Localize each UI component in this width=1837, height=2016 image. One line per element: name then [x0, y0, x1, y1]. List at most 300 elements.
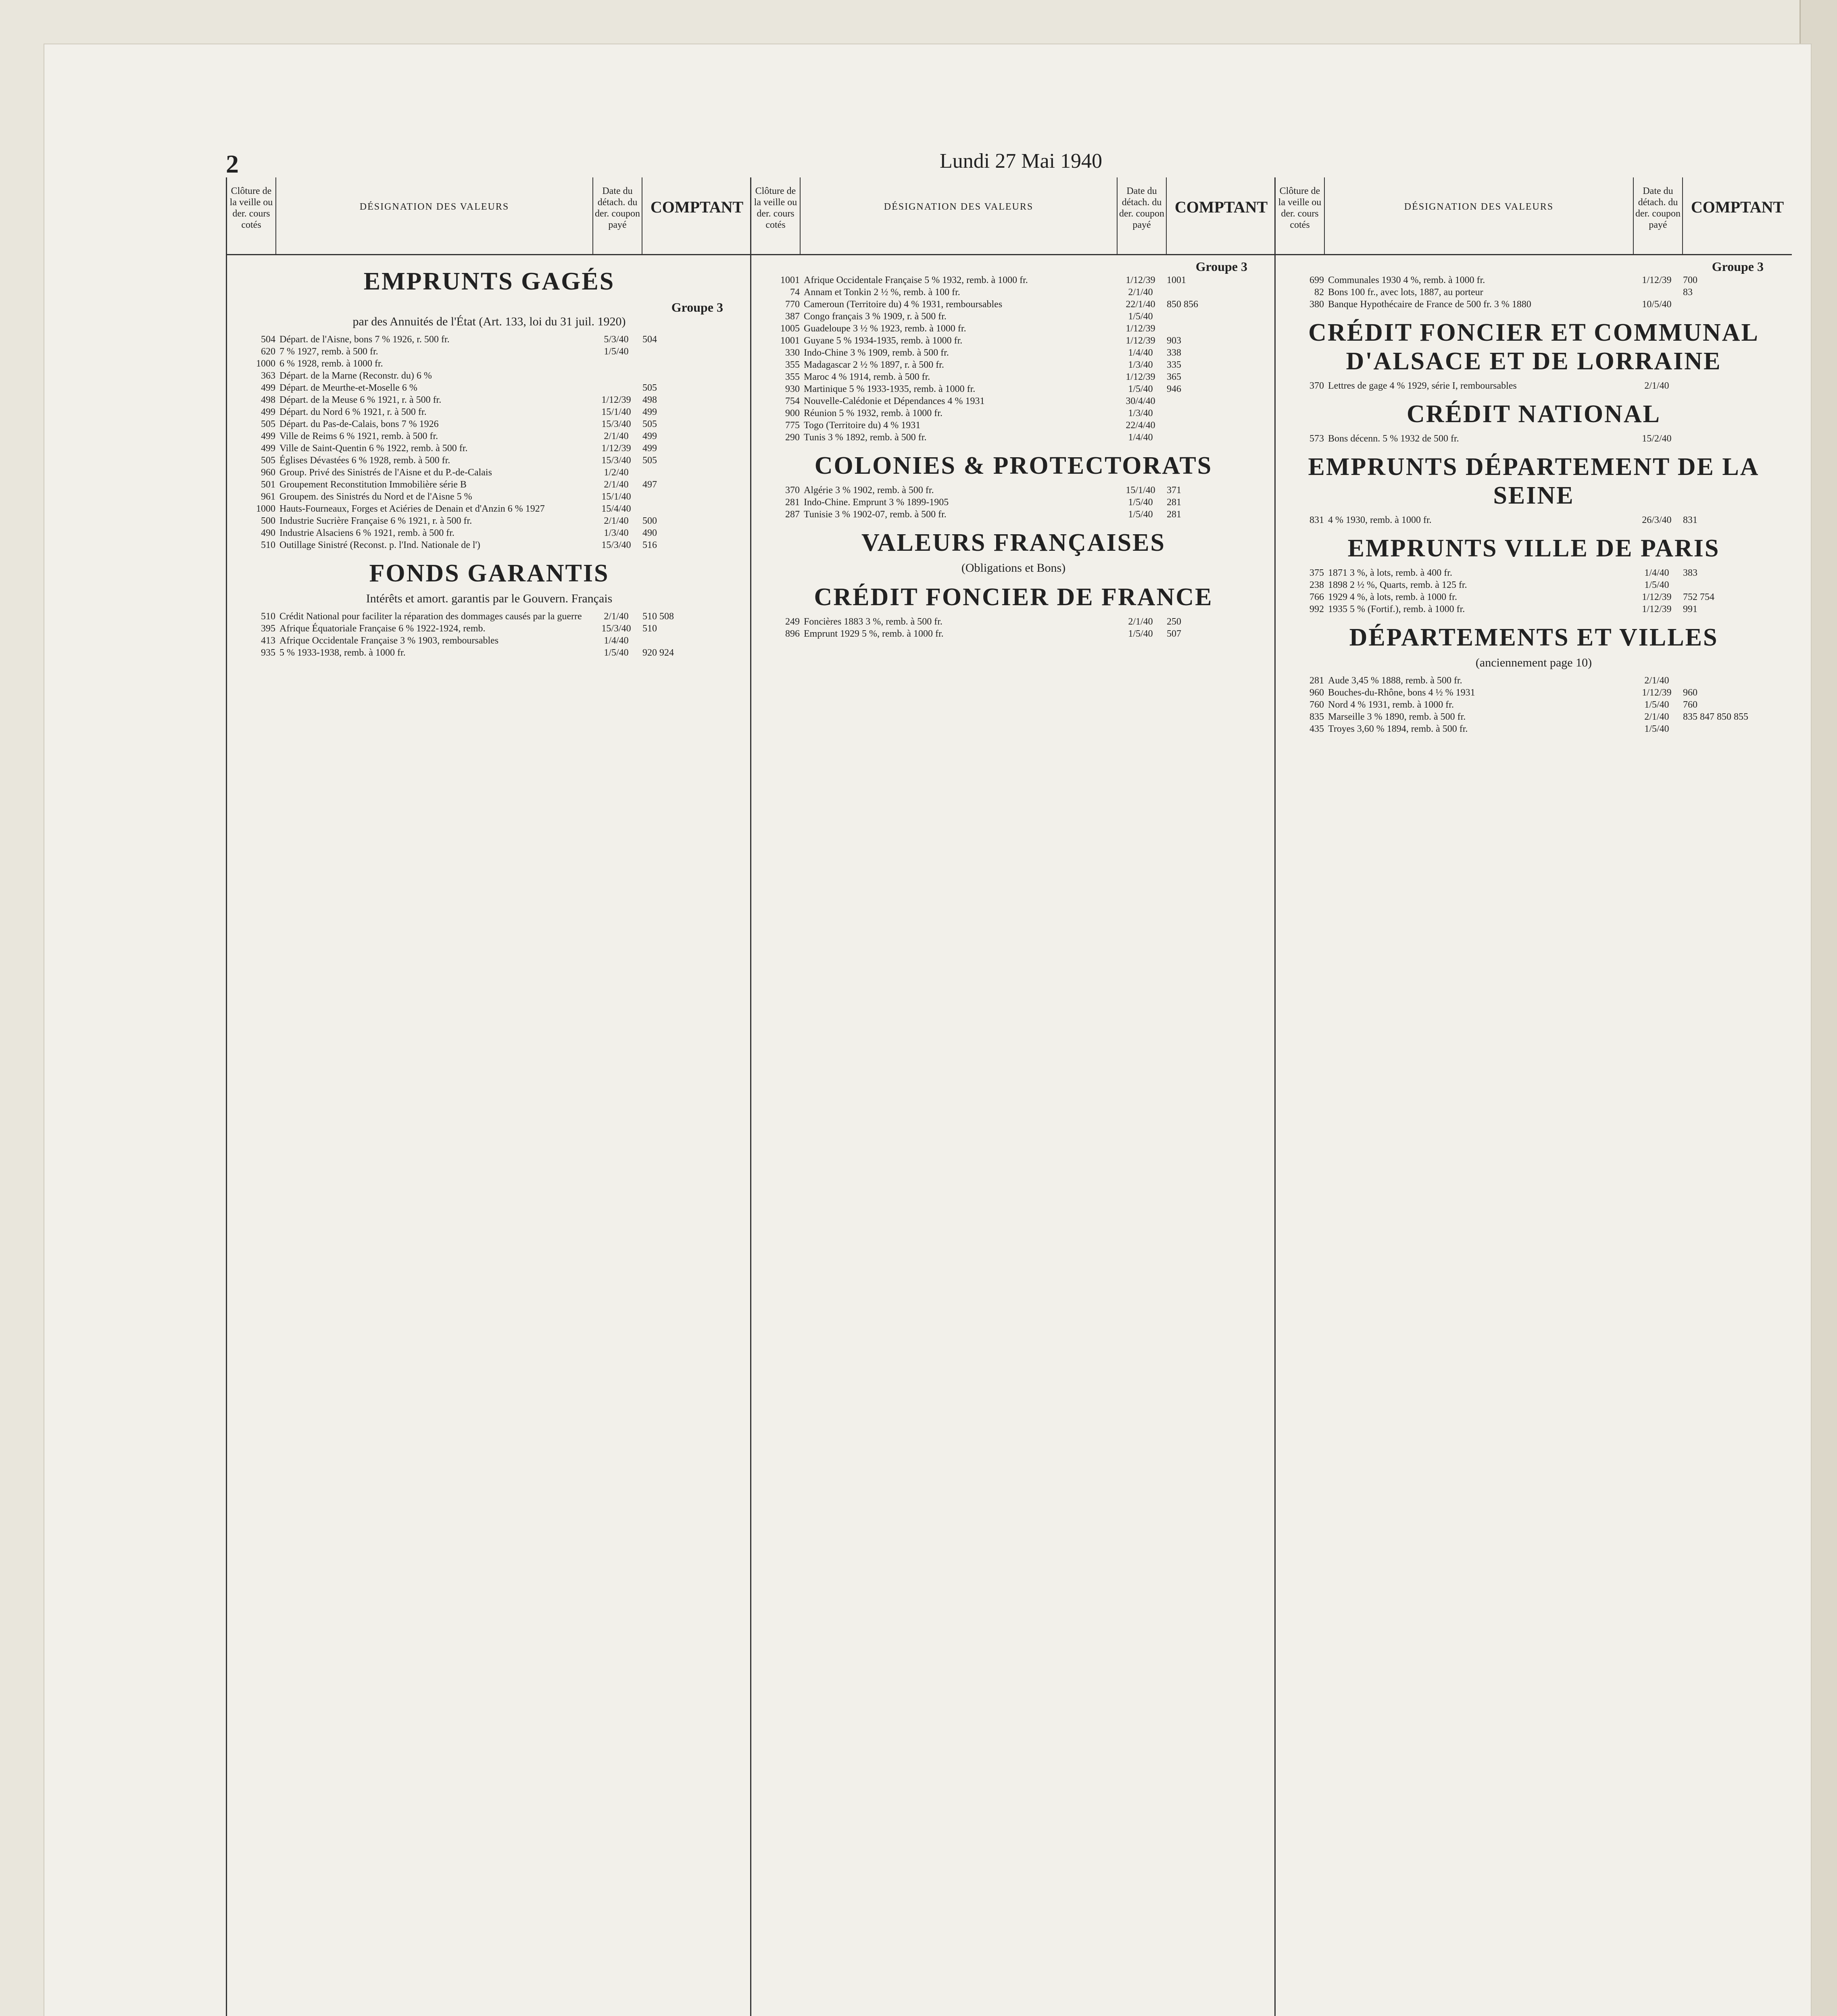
cell-cloture: 380 [1309, 299, 1324, 310]
cell-cloture: 770 [785, 299, 800, 310]
section-subtitle: par des Annuités de l'État (Art. 133, loi du 31 juil. 1920) [352, 315, 626, 328]
cell-coupon: 1/12/39 [1126, 372, 1155, 382]
cell-designation: Bons décenn. 5 % 1932 de 500 fr. [1328, 433, 1459, 444]
cell-cloture: 370 [1309, 381, 1324, 391]
table-row [755, 371, 1272, 383]
table-row [755, 274, 1272, 286]
cell-coupon: 1/12/39 [1126, 275, 1155, 285]
cell-designation: Départ. de l'Aisne, bons 7 % 1926, r. 500 fr. [279, 334, 450, 345]
cell-coupon: 1/5/40 [1644, 580, 1669, 590]
header-cloture: Clôture de la veille ou der. cours cotés [227, 177, 276, 254]
cell-designation: Bons 100 fr., avec lots, 1887, au porteur [1328, 287, 1483, 298]
header-comptant: COMPTANT [650, 198, 744, 216]
rows-block [755, 616, 1272, 640]
cell-designation: Tunis 3 % 1892, remb. à 500 fr. [804, 432, 927, 443]
cell-price: 510 [642, 623, 657, 634]
cell-price: 835 847 850 855 [1683, 712, 1748, 722]
table-row [1280, 274, 1788, 286]
cell-coupon: 1/5/40 [604, 346, 629, 357]
cell-designation: Togo (Territoire du) 4 % 1931 [804, 420, 921, 431]
cell-price [638, 346, 747, 358]
cell-price: 499 [642, 443, 657, 454]
cell-coupon: 22/4/40 [1126, 420, 1155, 431]
cell-cloture: 504 [261, 334, 275, 345]
cell-price: 510 508 [642, 611, 674, 622]
table-row [1280, 433, 1788, 445]
cell-price: 281 [1167, 497, 1181, 508]
table-row [1280, 687, 1788, 699]
cell-coupon: 2/1/40 [1644, 712, 1669, 722]
table-row [231, 346, 747, 358]
cell-price: 760 [1683, 700, 1697, 710]
cell-cloture: 992 [1309, 604, 1324, 614]
cell-coupon: 1/12/39 [1642, 687, 1672, 698]
cell-coupon: 10/5/40 [1642, 299, 1672, 310]
cell-price: 505 [642, 455, 657, 466]
cell-designation: Indo-Chine. Emprunt 3 % 1899-1905 [804, 497, 949, 508]
column-2-body [751, 255, 1276, 640]
table-row [231, 467, 747, 479]
cell-designation: Cameroun (Territoire du) 4 % 1931, remboursables [804, 299, 1003, 310]
cell-cloture: 499 [261, 443, 275, 454]
cell-designation: 4 % 1930, remb. à 1000 fr. [1328, 515, 1432, 525]
table-row [1280, 579, 1788, 591]
table-row [755, 508, 1272, 521]
cell-cloture: 82 [1314, 287, 1324, 298]
table-row [755, 323, 1272, 335]
cell-coupon: 15/2/40 [1642, 433, 1672, 444]
table-row [755, 395, 1272, 407]
cell-coupon: 1/12/39 [601, 395, 631, 405]
cell-cloture: 363 [261, 371, 275, 381]
cell-cloture: 835 [1309, 712, 1324, 722]
cell-price: 505 [642, 383, 657, 393]
cell-designation: Départ. de la Marne (Reconstr. du) 6 % [279, 371, 432, 381]
cell-coupon [594, 358, 638, 370]
cell-designation: 7 % 1927, remb. à 500 fr. [279, 346, 378, 357]
table-row [1280, 514, 1788, 526]
cell-price [638, 358, 747, 370]
cell-coupon: 1/4/40 [604, 635, 629, 646]
cell-coupon: 1/5/40 [1128, 509, 1153, 520]
cell-price [638, 635, 747, 647]
group-label: Groupe 3 [1712, 259, 1764, 274]
section-title: VALEURS FRANÇAISES [861, 529, 1166, 556]
cell-cloture: 499 [261, 431, 275, 442]
section-subtitle: Intérêts et amort. garantis par le Gouvern. Français [366, 592, 613, 605]
table-row [231, 647, 747, 659]
cell-designation: Guyane 5 % 1934-1935, remb. à 1000 fr. [804, 335, 963, 346]
cell-coupon: 2/1/40 [604, 611, 629, 622]
cell-price [1163, 310, 1272, 323]
table-row [755, 431, 1272, 444]
cell-coupon: 26/3/40 [1642, 515, 1672, 525]
cell-price: 903 [1167, 335, 1181, 346]
cell-price [1163, 323, 1272, 335]
table-row [755, 484, 1272, 496]
cell-cloture: 573 [1309, 433, 1324, 444]
cell-price: 991 [1683, 604, 1697, 614]
cell-cloture: 620 [261, 346, 275, 357]
cell-designation: Hauts-Fourneaux, Forges et Aciéries de Denain et d'Anzin 6 % 1927 [279, 504, 545, 514]
section-title: EMPRUNTS GAGÉS [363, 268, 615, 295]
cell-coupon: 2/1/40 [604, 479, 629, 490]
table-row [231, 635, 747, 647]
cell-price: 850 856 [1167, 299, 1198, 310]
table-row [1280, 603, 1788, 615]
cell-price: 338 [1167, 348, 1181, 358]
cell-coupon: 15/3/40 [601, 419, 631, 429]
header-coupon: Date du détach. du der. coupon payé [1118, 177, 1167, 254]
cell-cloture: 500 [261, 516, 275, 526]
cell-cloture: 960 [1309, 687, 1324, 698]
cell-cloture: 490 [261, 528, 275, 538]
cell-designation: Industrie Alsaciens 6 % 1921, remb. à 500 fr. [279, 528, 455, 538]
rows-block [755, 484, 1272, 521]
table-row [231, 370, 747, 382]
cell-cloture: 375 [1309, 568, 1324, 578]
cell-price: 500 [642, 516, 657, 526]
cell-designation: Départ. du Pas-de-Calais, bons 7 % 1926 [279, 419, 439, 429]
cell-cloture: 501 [261, 479, 275, 490]
table-row [755, 310, 1272, 323]
cell-designation: Réunion 5 % 1932, remb. à 1000 fr. [804, 408, 942, 419]
cell-designation: Industrie Sucrière Française 6 % 1921, r. à 500 fr. [279, 516, 472, 526]
cell-designation: Afrique Occidentale Française 3 % 1903, remboursables [279, 635, 499, 646]
cell-price [1163, 407, 1272, 419]
table-row [231, 333, 747, 346]
cell-price: 516 [642, 540, 657, 550]
table-row [231, 479, 747, 491]
cell-price: 920 924 [642, 648, 674, 658]
cell-price: 505 [642, 419, 657, 429]
cell-designation: Afrique Occidentale Française 5 % 1932, remb. à 1000 fr. [804, 275, 1028, 285]
cell-designation: Départ. de la Meuse 6 % 1921, r. à 500 fr. [279, 395, 442, 405]
section-title: EMPRUNTS VILLE DE PARIS [1347, 535, 1720, 562]
cell-cloture: 249 [785, 616, 800, 627]
cell-coupon: 15/1/40 [601, 407, 631, 417]
cell-cloture: 699 [1309, 275, 1324, 285]
cell-designation: 6 % 1928, remb. à 1000 fr. [279, 358, 383, 369]
table-row [231, 527, 747, 539]
cell-designation: Aude 3,45 % 1888, remb. à 500 fr. [1328, 675, 1462, 686]
cell-cloture: 290 [785, 432, 800, 443]
cell-cloture: 1001 [780, 335, 800, 346]
table-row [1280, 711, 1788, 723]
table-row [755, 628, 1272, 640]
cell-cloture: 499 [261, 407, 275, 417]
table-row [231, 442, 747, 454]
cell-designation: Groupement Reconstitution Immobilière série B [279, 479, 467, 490]
cell-price: 383 [1683, 568, 1697, 578]
section-title: DÉPARTEMENTS ET VILLES [1349, 624, 1718, 651]
section-subtitle: (Obligations et Bons) [961, 561, 1066, 575]
cell-coupon: 1/5/40 [1128, 384, 1153, 394]
cell-coupon: 22/1/40 [1126, 299, 1155, 310]
table-header [751, 177, 1276, 255]
cell-coupon: 2/1/40 [1644, 381, 1669, 391]
table-row [1280, 298, 1788, 310]
section-title: EMPRUNTS DÉPARTEMENT DE LA SEINE [1308, 453, 1760, 509]
cell-cloture: 1000 [256, 358, 275, 369]
rows-block [231, 610, 747, 659]
cell-coupon: 2/1/40 [1644, 675, 1669, 686]
table-row [755, 383, 1272, 395]
cell-designation: Annam et Tonkin 2 ½ %, remb. à 100 fr. [804, 287, 960, 298]
cell-price: 946 [1167, 384, 1181, 394]
cell-designation: Afrique Équatoriale Française 6 % 1922-1924, remb. [279, 623, 486, 634]
cell-designation: Madagascar 2 ½ % 1897, r. à 500 fr. [804, 360, 944, 370]
table-row [231, 491, 747, 503]
cell-price: 752 754 [1683, 592, 1714, 602]
table-row [755, 407, 1272, 419]
table-row [231, 358, 747, 370]
cell-coupon: 1/12/39 [1642, 604, 1672, 614]
cell-price [1163, 431, 1272, 444]
cell-price: 335 [1167, 360, 1181, 370]
section-subtitle: (anciennement page 10) [1475, 656, 1592, 669]
cell-designation: 5 % 1933-1938, remb. à 1000 fr. [279, 648, 406, 658]
cell-cloture: 238 [1309, 580, 1324, 590]
cell-coupon: 15/4/40 [601, 504, 631, 514]
table-row [1280, 699, 1788, 711]
header-cloture: Clôture de la veille ou der. cours cotés [751, 177, 801, 254]
cell-designation: Banque Hypothécaire de France de 500 fr. 3 % 1880 [1328, 299, 1531, 310]
page-date: Lundi 27 Mai 1940 [940, 150, 1102, 173]
cell-coupon: 1/4/40 [1128, 432, 1153, 443]
rows-block [1280, 567, 1788, 615]
cell-cloture: 330 [785, 348, 800, 358]
cell-cloture: 395 [261, 623, 275, 634]
cell-cloture: 775 [785, 420, 800, 431]
cell-cloture: 831 [1309, 515, 1324, 525]
cell-coupon [594, 370, 638, 382]
table-row [1280, 567, 1788, 579]
cell-designation: Églises Dévastées 6 % 1928, remb. à 500 fr. [279, 455, 450, 466]
cell-price: 960 [1683, 687, 1697, 698]
cell-coupon: 1/3/40 [1128, 408, 1153, 419]
table-row [1280, 380, 1788, 392]
cell-price [1679, 675, 1788, 687]
cell-price: 507 [1167, 629, 1181, 639]
cell-price [638, 491, 747, 503]
column-3 [1274, 177, 1792, 2016]
table-row [1280, 286, 1788, 298]
table-row [755, 298, 1272, 310]
cell-price: 83 [1683, 287, 1693, 298]
table-row [231, 454, 747, 467]
cell-price: 490 [642, 528, 657, 538]
cell-cloture: 960 [261, 467, 275, 478]
cell-coupon: 1/5/40 [1128, 629, 1153, 639]
cell-coupon [1635, 286, 1679, 298]
table-row [231, 515, 747, 527]
cell-coupon: 2/1/40 [1128, 287, 1153, 298]
cell-cloture: 896 [785, 629, 800, 639]
cell-cloture: 505 [261, 419, 275, 429]
cell-designation: 1935 5 % (Fortif.), remb. à 1000 fr. [1328, 604, 1465, 614]
cell-coupon: 1/5/40 [604, 648, 629, 658]
cell-designation: Bouches-du-Rhône, bons 4 ½ % 1931 [1328, 687, 1475, 698]
cell-coupon: 5/3/40 [604, 334, 629, 345]
cell-cloture: 355 [785, 360, 800, 370]
cell-designation: Ville de Reims 6 % 1921, remb. à 500 fr. [279, 431, 438, 442]
section-title: CRÉDIT NATIONAL [1406, 400, 1661, 428]
cell-designation: Groupem. des Sinistrés du Nord et de l'Aisne 5 % [279, 492, 472, 502]
cell-designation: Outillage Sinistré (Reconst. p. l'Ind. Nationale de l') [279, 540, 480, 550]
cell-cloture: 498 [261, 395, 275, 405]
cell-cloture: 510 [261, 540, 275, 550]
cell-coupon: 1/4/40 [1128, 348, 1153, 358]
cell-price: 1001 [1167, 275, 1186, 285]
cell-cloture: 760 [1309, 700, 1324, 710]
cell-designation: Group. Privé des Sinistrés de l'Aisne et du P.-de-Calais [279, 467, 492, 478]
cell-designation: Lettres de gage 4 % 1929, série I, remboursables [1328, 381, 1517, 391]
cell-cloture: 930 [785, 384, 800, 394]
cell-designation: Nouvelle-Calédonie et Dépendances 4 % 1931 [804, 396, 985, 406]
rows-block [1280, 274, 1788, 310]
cell-coupon: 1/2/40 [604, 467, 629, 478]
cell-designation: 1898 2 ½ %, Quarts, remb. à 125 fr. [1328, 580, 1467, 590]
cell-price: 250 [1167, 616, 1181, 627]
cell-designation: 1871 3 %, à lots, remb. à 400 fr. [1328, 568, 1452, 578]
cell-price [1163, 395, 1272, 407]
rows-block [755, 274, 1272, 444]
header-coupon: Date du détach. du der. coupon payé [593, 177, 642, 254]
cell-designation: Guadeloupe 3 ½ % 1923, remb. à 1000 fr. [804, 323, 966, 334]
cell-cloture: 1000 [256, 504, 275, 514]
table-header [227, 177, 751, 255]
cell-coupon: 1/12/39 [1126, 323, 1155, 334]
table-row [755, 616, 1272, 628]
cell-price [1679, 380, 1788, 392]
table-row [755, 359, 1272, 371]
cell-designation: Communales 1930 4 %, remb. à 1000 fr. [1328, 275, 1485, 285]
header-cloture: Clôture de la veille ou der. cours cotés [1276, 177, 1325, 254]
cell-price: 831 [1683, 515, 1697, 525]
cell-price [638, 503, 747, 515]
cell-coupon: 1/5/40 [1644, 700, 1669, 710]
section-title: CRÉDIT FONCIER DE FRANCE [814, 583, 1213, 611]
cell-coupon: 1/12/39 [1642, 592, 1672, 602]
table-header [1276, 177, 1792, 255]
cell-cloture: 510 [261, 611, 275, 622]
cell-price [1679, 723, 1788, 735]
cell-designation: Tunisie 3 % 1902-07, remb. à 500 fr. [804, 509, 947, 520]
table-row [231, 394, 747, 406]
page-number: 2 [226, 150, 239, 178]
table-row [1280, 591, 1788, 603]
group-label: Groupe 3 [671, 300, 723, 314]
table-row [231, 418, 747, 430]
cell-price: 281 [1167, 509, 1181, 520]
header-comptant: COMPTANT [1174, 198, 1268, 216]
cell-coupon: 15/1/40 [1126, 485, 1155, 496]
cell-cloture: 499 [261, 383, 275, 393]
cell-cloture: 505 [261, 455, 275, 466]
table-row [755, 496, 1272, 508]
column-1-body [227, 255, 751, 659]
cell-designation: Foncières 1883 3 %, remb. à 500 fr. [804, 616, 942, 627]
table-row [231, 623, 747, 635]
cell-cloture: 766 [1309, 592, 1324, 602]
cell-price: 499 [642, 431, 657, 442]
table-row [231, 610, 747, 623]
column-3-body [1276, 255, 1792, 735]
cell-designation: Ville de Saint-Quentin 6 % 1922, remb. à 500 fr. [279, 443, 468, 454]
cell-cloture: 287 [785, 509, 800, 520]
cell-cloture: 370 [785, 485, 800, 496]
cell-designation: Congo français 3 % 1909, r. à 500 fr. [804, 311, 947, 322]
cell-designation: 1929 4 %, à lots, remb. à 1000 fr. [1328, 592, 1457, 602]
cell-price [1163, 419, 1272, 431]
cell-designation: Marseille 3 % 1890, remb. à 500 fr. [1328, 712, 1466, 722]
cell-coupon: 1/12/39 [1126, 335, 1155, 346]
cell-coupon: 1/5/40 [1128, 497, 1153, 508]
cell-cloture: 435 [1309, 724, 1324, 734]
cell-price: 365 [1167, 372, 1181, 382]
cell-coupon: 1/3/40 [1128, 360, 1153, 370]
header-designation: DÉSIGNATION DES VALEURS [801, 177, 1118, 254]
section-title: FONDS GARANTIS [369, 560, 609, 587]
header-comptant: COMPTANT [1691, 198, 1784, 216]
table-row [231, 503, 747, 515]
cell-designation: Crédit National pour faciliter la réparation des dommages causés par la guerre [279, 611, 582, 622]
header-coupon: Date du détach. du der. coupon payé [1634, 177, 1683, 254]
cell-price [1679, 579, 1788, 591]
cell-designation: Maroc 4 % 1914, remb. à 500 fr. [804, 372, 930, 382]
cell-price: 504 [642, 334, 657, 345]
rows-block [1280, 380, 1788, 392]
cell-price: 497 [642, 479, 657, 490]
cell-cloture: 935 [261, 648, 275, 658]
cell-coupon: 1/5/40 [1644, 724, 1669, 734]
cell-coupon: 15/1/40 [601, 492, 631, 502]
cell-coupon: 2/1/40 [604, 516, 629, 526]
cell-price [638, 467, 747, 479]
table-row [755, 286, 1272, 298]
header-designation: DÉSIGNATION DES VALEURS [1325, 177, 1634, 254]
header-designation: DÉSIGNATION DES VALEURS [276, 177, 593, 254]
cell-cloture: 355 [785, 372, 800, 382]
group-label: Groupe 3 [1195, 259, 1247, 274]
table-row [1280, 723, 1788, 735]
table-row [231, 430, 747, 442]
cell-price [1679, 298, 1788, 310]
rows-block [231, 333, 747, 551]
cell-price: 700 [1683, 275, 1697, 285]
cell-designation: Algérie 3 % 1902, remb. à 500 fr. [804, 485, 934, 496]
table-row [231, 382, 747, 394]
cell-designation: Emprunt 1929 5 %, remb. à 1000 fr. [804, 629, 944, 639]
cell-coupon: 30/4/40 [1126, 396, 1155, 406]
cell-designation: Martinique 5 % 1933-1935, remb. à 1000 fr. [804, 384, 976, 394]
rows-block [1280, 433, 1788, 445]
section-title: CRÉDIT FONCIER ET COMMUNAL D'ALSACE ET DE LORRAINE [1308, 319, 1759, 375]
cell-designation: Départ. du Nord 6 % 1921, r. à 500 fr. [279, 407, 427, 417]
cell-coupon [594, 382, 638, 394]
cell-cloture: 900 [785, 408, 800, 419]
cell-coupon: 15/3/40 [601, 540, 631, 550]
section-title: COLONIES & PROTECTORATS [814, 452, 1213, 479]
cell-cloture: 961 [261, 492, 275, 502]
cell-cloture: 1001 [780, 275, 800, 285]
table-row [755, 335, 1272, 347]
cell-coupon: 2/1/40 [1128, 616, 1153, 627]
cell-price [1163, 286, 1272, 298]
cell-cloture: 281 [1309, 675, 1324, 686]
cell-coupon: 1/3/40 [604, 528, 629, 538]
